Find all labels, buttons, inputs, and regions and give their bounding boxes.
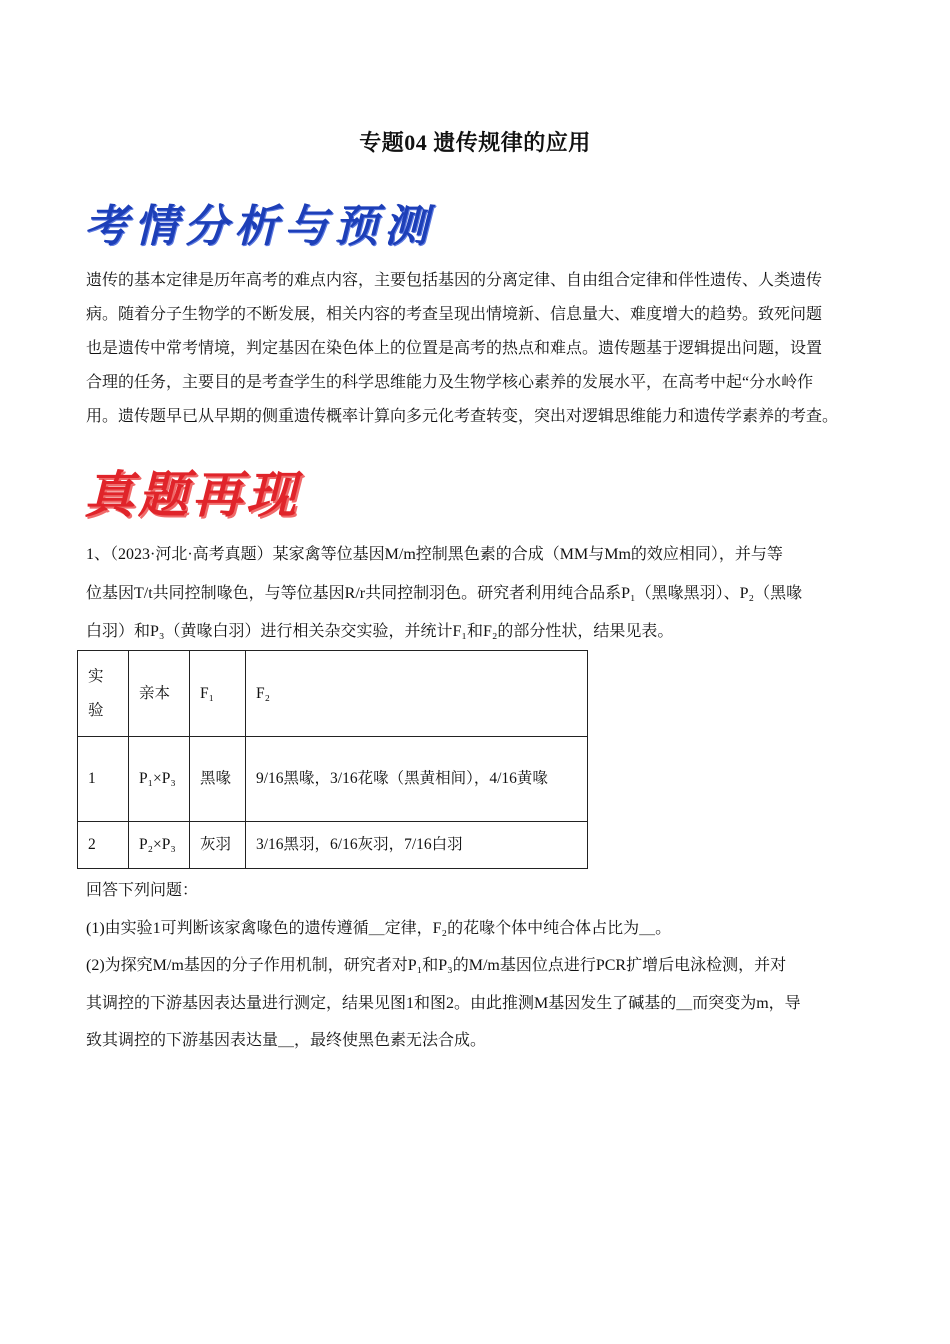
table-row: [78, 822, 588, 869]
question-line: 1、（2023·河北·高考真题）某家禽等位基因M/m控制黑色素的合成（MM与Mm的效应相同），并与等: [86, 546, 783, 563]
results-table: [77, 650, 588, 869]
table-cell: P₂×P₃: [129, 822, 190, 869]
subpart-line: 致其调控的下游基因表达量＿，最终使黑色素无法合成。: [86, 1032, 487, 1049]
subpart-line: (2)为探究M/m基因的分子作用机制，研究者对P₁和P₃的M/m基因位点进行PCR扩增后电泳检测，并对: [86, 957, 787, 974]
subpart-line: 回答下列问题：: [86, 882, 199, 899]
table-cell: 3/16黑羽，6/16灰羽，7/16白羽: [246, 822, 588, 869]
table-row: [78, 737, 588, 822]
table-header-cell: 亲本: [129, 651, 190, 737]
table-header-cell: F₁: [190, 651, 246, 737]
table-cell: 黑喙: [190, 737, 246, 822]
table-cell: P₁×P₃: [129, 737, 190, 822]
section-banner-analysis: 考情分析与预测: [84, 201, 434, 252]
section-banner-past-exams: 真题再现: [84, 466, 300, 524]
page-title: 专题04 遗传规律的应用: [359, 130, 591, 155]
table-header-row: [78, 651, 588, 737]
question-stem: [86, 536, 866, 652]
question-subparts: [86, 872, 866, 1060]
intro-paragraph: [86, 264, 866, 434]
table-header-cell: 实验: [78, 651, 129, 737]
question-line: 白羽）和P₃（黄喙白羽）进行相关杂交实验，并统计F₁和F₂的部分性状，结果见表。: [86, 623, 674, 640]
intro-line: 用。遗传题早已从早期的侧重遗传概率计算向多元化考查转变，突出对逻辑思维能力和遗传学素养的考查。: [86, 408, 839, 425]
table-cell: 灰羽: [190, 822, 246, 869]
table-cell: 1: [78, 737, 129, 822]
question-line: 位基因T/t共同控制喙色，与等位基因R/r共同控制羽色。研究者利用纯合品系P₁（黑喙黑羽）、P₂（黑喙: [86, 584, 803, 602]
intro-line: 遗传的基本定律是历年高考的难点内容，主要包括基因的分离定律、自由组合定律和伴性遗传、人类遗传: [86, 272, 823, 289]
table-cell: 2: [78, 822, 129, 869]
table-cell: 9/16黑喙，3/16花喙（黑黄相间），4/16黄喙: [246, 737, 588, 822]
intro-line: 病。随着分子生物学的不断发展，相关内容的考查呈现出情境新、信息量大、难度增大的趋势。致死问题: [86, 306, 823, 323]
intro-line: 合理的任务，主要目的是考查学生的科学思维能力及生物学核心素养的发展水平，在高考中起“分水岭作: [86, 374, 814, 391]
intro-line: 也是遗传中常考情境，判定基因在染色体上的位置是高考的热点和难点。遗传题基于逻辑提出问题，设置: [86, 340, 823, 357]
subpart-line: 其调控的下游基因表达量进行测定，结果见图1和图2。由此推测M基因发生了碱基的＿而突变为m，导: [86, 994, 801, 1012]
table-header-cell: F₂: [246, 651, 588, 737]
subpart-line: (1)由实验1可判断该家禽喙色的遗传遵循＿定律，F₂的花喙个体中纯合体占比为＿。: [86, 919, 672, 937]
